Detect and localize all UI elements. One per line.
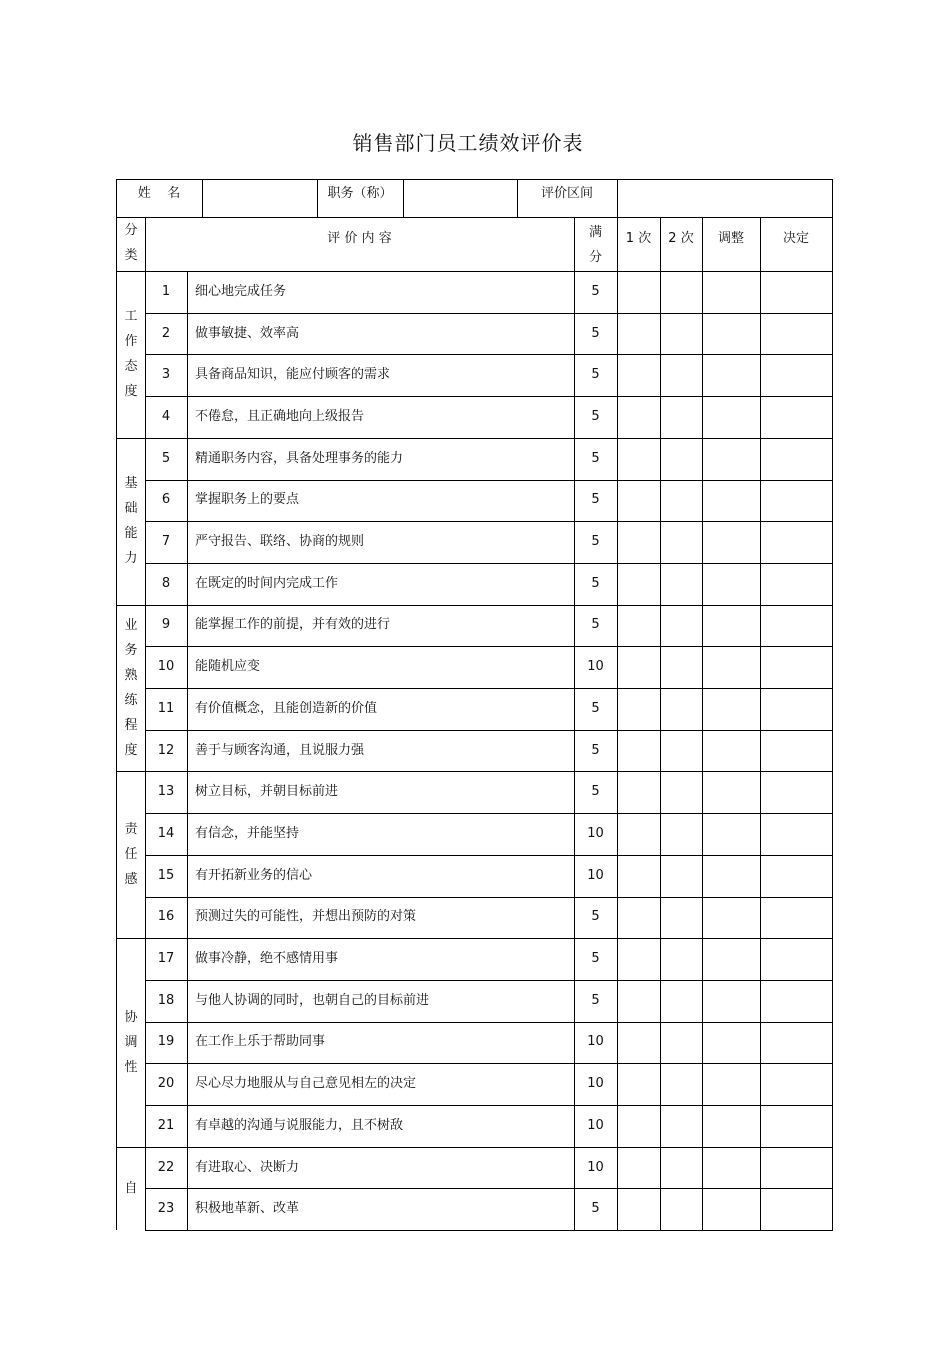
row-number: 12 [157, 743, 175, 758]
row-full-score: 5 [591, 743, 600, 758]
column-category: 分 类 [124, 223, 138, 263]
row-divider [145, 1105, 833, 1106]
row-divider [145, 480, 833, 481]
row-divider [145, 730, 833, 731]
period-label: 评价区间 [540, 186, 593, 201]
row-full-score: 10 [587, 1118, 604, 1133]
row-content: 做事敏捷、效率高 [195, 326, 300, 341]
grid-line [617, 217, 618, 1230]
row-content: 不倦怠，且正确地向上级报告 [195, 409, 365, 424]
row-full-score: 5 [591, 784, 600, 799]
category-label: 自 [124, 1181, 138, 1196]
row-content: 与他人协调的同时，也朝自己的目标前进 [195, 993, 430, 1008]
row-full-score: 5 [591, 367, 600, 382]
table-top-border [116, 179, 833, 180]
row-number: 20 [157, 1076, 175, 1091]
grid-line [187, 271, 188, 1230]
row-divider [145, 688, 833, 689]
row-content: 积极地革新、改革 [195, 1201, 300, 1216]
row-full-score: 5 [591, 451, 600, 466]
category-divider [116, 438, 146, 439]
row-divider [145, 646, 833, 647]
grid-line [403, 179, 404, 217]
row-number: 7 [161, 534, 171, 549]
category-divider [116, 938, 146, 939]
position-label: 职务（称） [327, 186, 393, 201]
grid-line [617, 179, 618, 217]
row-content: 在既定的时间内完成工作 [195, 576, 339, 591]
row-full-score: 5 [591, 576, 600, 591]
row-content: 有信念，并能坚持 [195, 826, 300, 841]
column-adjust: 调整 [717, 231, 744, 246]
row-content: 在工作上乐于帮助同事 [195, 1034, 326, 1049]
category-divider [116, 771, 146, 772]
row-number: 5 [161, 451, 171, 466]
row-full-score: 5 [591, 617, 600, 632]
row-divider [145, 563, 833, 564]
row-number: 18 [157, 993, 175, 1008]
row-number: 19 [157, 1034, 175, 1049]
row-number: 14 [157, 826, 175, 841]
category-label: 基 础 能 力 [124, 476, 138, 566]
row-divider [145, 1147, 833, 1148]
row-divider [145, 1188, 833, 1189]
row-number: 11 [157, 701, 175, 716]
row-divider [145, 1230, 833, 1231]
row-content: 有进取心、决断力 [195, 1160, 300, 1175]
header-divider [116, 217, 833, 218]
page-title: 销售部门员工绩效评价表 [352, 131, 584, 155]
row-content: 精通职务内容，具备处理事务的能力 [195, 451, 404, 466]
row-divider [145, 813, 833, 814]
row-full-score: 5 [591, 1201, 600, 1216]
row-content: 预测过失的可能性，并想出预防的对策 [195, 909, 417, 924]
row-number: 16 [157, 909, 175, 924]
row-content: 严守报告、联络、协商的规则 [195, 534, 365, 549]
row-content: 细心地完成任务 [195, 284, 287, 299]
row-content: 能随机应变 [195, 659, 261, 674]
row-number: 23 [157, 1201, 175, 1216]
category-label: 工 作 态 度 [124, 309, 138, 399]
category-divider [116, 1147, 146, 1148]
row-number: 17 [157, 951, 175, 966]
row-full-score: 5 [591, 409, 600, 424]
row-full-score: 10 [587, 868, 604, 883]
row-content: 能掌握工作的前提，并有效的进行 [195, 617, 391, 632]
row-divider [145, 771, 833, 772]
row-content: 树立目标，并朝目标前进 [195, 784, 339, 799]
row-full-score: 10 [587, 659, 604, 674]
row-full-score: 10 [587, 1076, 604, 1091]
row-divider [145, 855, 833, 856]
row-divider [145, 438, 833, 439]
row-divider [145, 980, 833, 981]
category-label: 协 调 性 [124, 1010, 138, 1075]
column-first: 1 次 [625, 231, 652, 246]
row-full-score: 5 [591, 909, 600, 924]
column-full-score: 满 分 [588, 225, 602, 265]
row-content: 做事冷静，绝不感情用事 [195, 951, 339, 966]
row-full-score: 10 [587, 1034, 604, 1049]
table-right-border [832, 179, 833, 1231]
row-number: 3 [161, 367, 171, 382]
row-divider [145, 354, 833, 355]
grid-line [202, 179, 203, 217]
row-number: 2 [161, 326, 171, 341]
row-divider [145, 938, 833, 939]
row-full-score: 10 [587, 1160, 604, 1175]
row-divider [145, 897, 833, 898]
row-content: 尽心尽力地服从与自己意见相左的决定 [195, 1076, 417, 1091]
row-divider [145, 313, 833, 314]
row-divider [145, 521, 833, 522]
row-number: 13 [157, 784, 175, 799]
column-second: 2 次 [668, 231, 694, 246]
row-full-score: 10 [587, 826, 604, 841]
row-divider [145, 1063, 833, 1064]
column-decision: 决定 [782, 231, 809, 246]
row-number: 10 [157, 659, 175, 674]
category-label: 责 任 感 [124, 822, 138, 887]
row-full-score: 5 [591, 284, 600, 299]
row-number: 1 [161, 284, 171, 299]
grid-line [760, 217, 761, 1230]
row-divider [145, 1022, 833, 1023]
row-full-score: 5 [591, 492, 600, 507]
column-content: 评 价 内 容 [327, 231, 392, 246]
row-full-score: 5 [591, 326, 600, 341]
category-label: 业 务 熟 练 程 度 [124, 618, 138, 758]
row-full-score: 5 [591, 534, 600, 549]
row-number: 4 [161, 409, 171, 424]
row-full-score: 5 [591, 701, 600, 716]
row-number: 6 [161, 492, 171, 507]
row-number: 15 [157, 868, 175, 883]
row-content: 有价值概念，且能创造新的价值 [195, 701, 378, 716]
row-content: 有开拓新业务的信心 [195, 868, 313, 883]
row-full-score: 5 [591, 993, 600, 1008]
row-divider [145, 605, 833, 606]
row-full-score: 5 [591, 951, 600, 966]
name-label: 姓 名 [137, 186, 181, 201]
row-content: 善于与顾客沟通，且说服力强 [195, 743, 365, 758]
column-header-divider [116, 271, 833, 272]
row-divider [145, 396, 833, 397]
grid-line [660, 217, 661, 1230]
row-number: 9 [161, 617, 171, 632]
category-divider [116, 605, 146, 606]
row-number: 21 [157, 1118, 175, 1133]
grid-line [702, 217, 703, 1230]
row-content: 有卓越的沟通与说服能力，且不树敌 [195, 1118, 404, 1133]
row-number: 8 [161, 576, 171, 591]
row-content: 掌握职务上的要点 [195, 492, 300, 507]
row-number: 22 [157, 1160, 175, 1175]
row-content: 具备商品知识，能应付顾客的需求 [195, 367, 391, 382]
